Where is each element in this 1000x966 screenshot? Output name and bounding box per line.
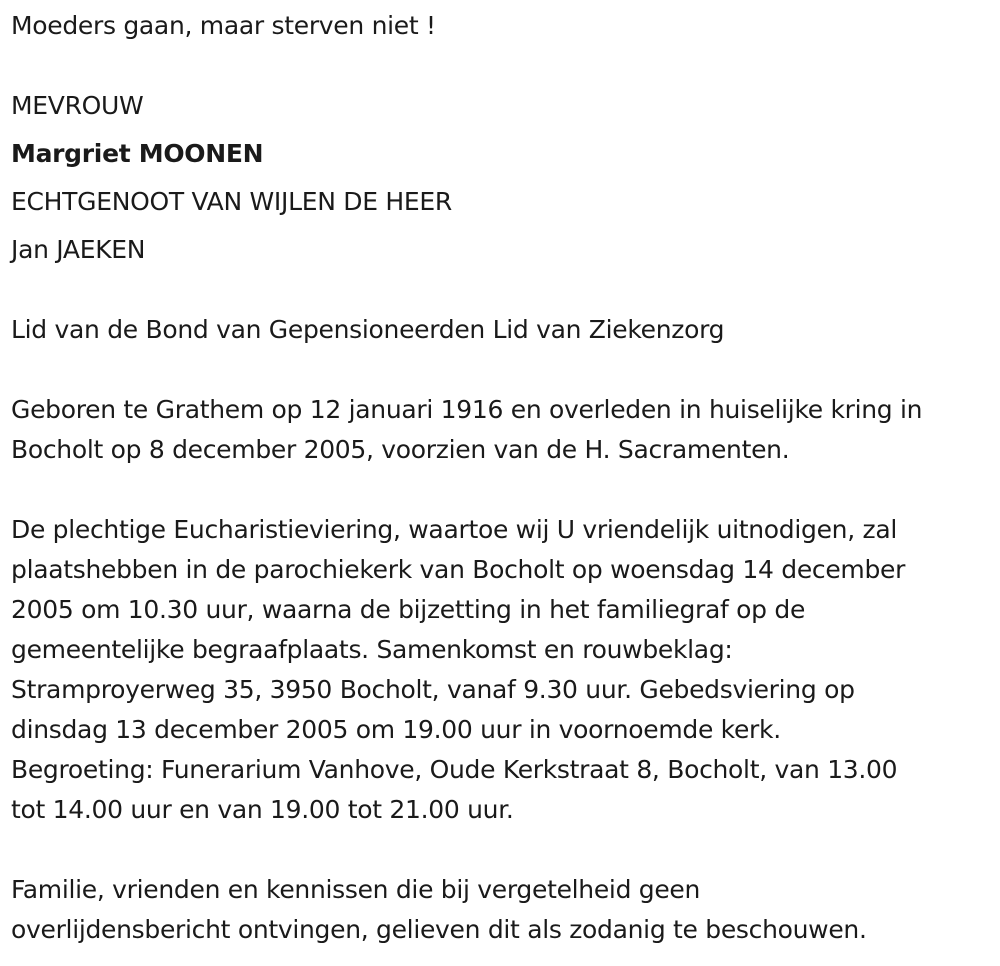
- ceremony-line: Stramproyerweg 35, 3950 Bocholt, vanaf 9.30 uur. Gebedsviering op: [11, 675, 855, 704]
- closing-line: Familie, vrienden en kennissen die bij vergetelheid geen: [11, 875, 701, 904]
- relation-line: ECHTGENOOT VAN WIJLEN DE HEER: [11, 187, 452, 216]
- ceremony-line: tot 14.00 uur en van 19.00 tot 21.00 uur.: [11, 795, 514, 824]
- ceremony-line: 2005 om 10.30 uur, waarna de bijzetting in het familiegraf op de: [11, 595, 806, 624]
- ceremony-line: plaatshebben in de parochiekerk van Bocholt op woensdag 14 december: [11, 555, 906, 584]
- ceremony-line: De plechtige Eucharistieviering, waartoe wij U vriendelijk uitnodigen, zal: [11, 515, 897, 544]
- spouse-name: Jan JAEKEN: [11, 235, 146, 264]
- ceremony-line: Begroeting: Funerarium Vanhove, Oude Kerkstraat 8, Bocholt, van 13.00: [11, 755, 898, 784]
- memberships: Lid van de Bond van Gepensioneerden Lid van Ziekenzorg: [11, 315, 725, 344]
- birth-death-line: Geboren te Grathem op 12 januari 1916 en overleden in huiselijke kring in: [11, 395, 923, 424]
- motto: Moeders gaan, maar sterven niet !: [11, 11, 436, 40]
- closing-line: overlijdensbericht ontvingen, gelieven dit als zodanig te beschouwen.: [11, 915, 867, 944]
- deceased-name: Margriet MOONEN: [11, 139, 264, 168]
- title-prefix: MEVROUW: [11, 91, 144, 120]
- ceremony-line: gemeentelijke begraafplaats. Samenkomst en rouwbeklag:: [11, 635, 733, 664]
- ceremony-line: dinsdag 13 december 2005 om 19.00 uur in voornoemde kerk.: [11, 715, 781, 744]
- birth-death-line: Bocholt op 8 december 2005, voorzien van de H. Sacramenten.: [11, 435, 790, 464]
